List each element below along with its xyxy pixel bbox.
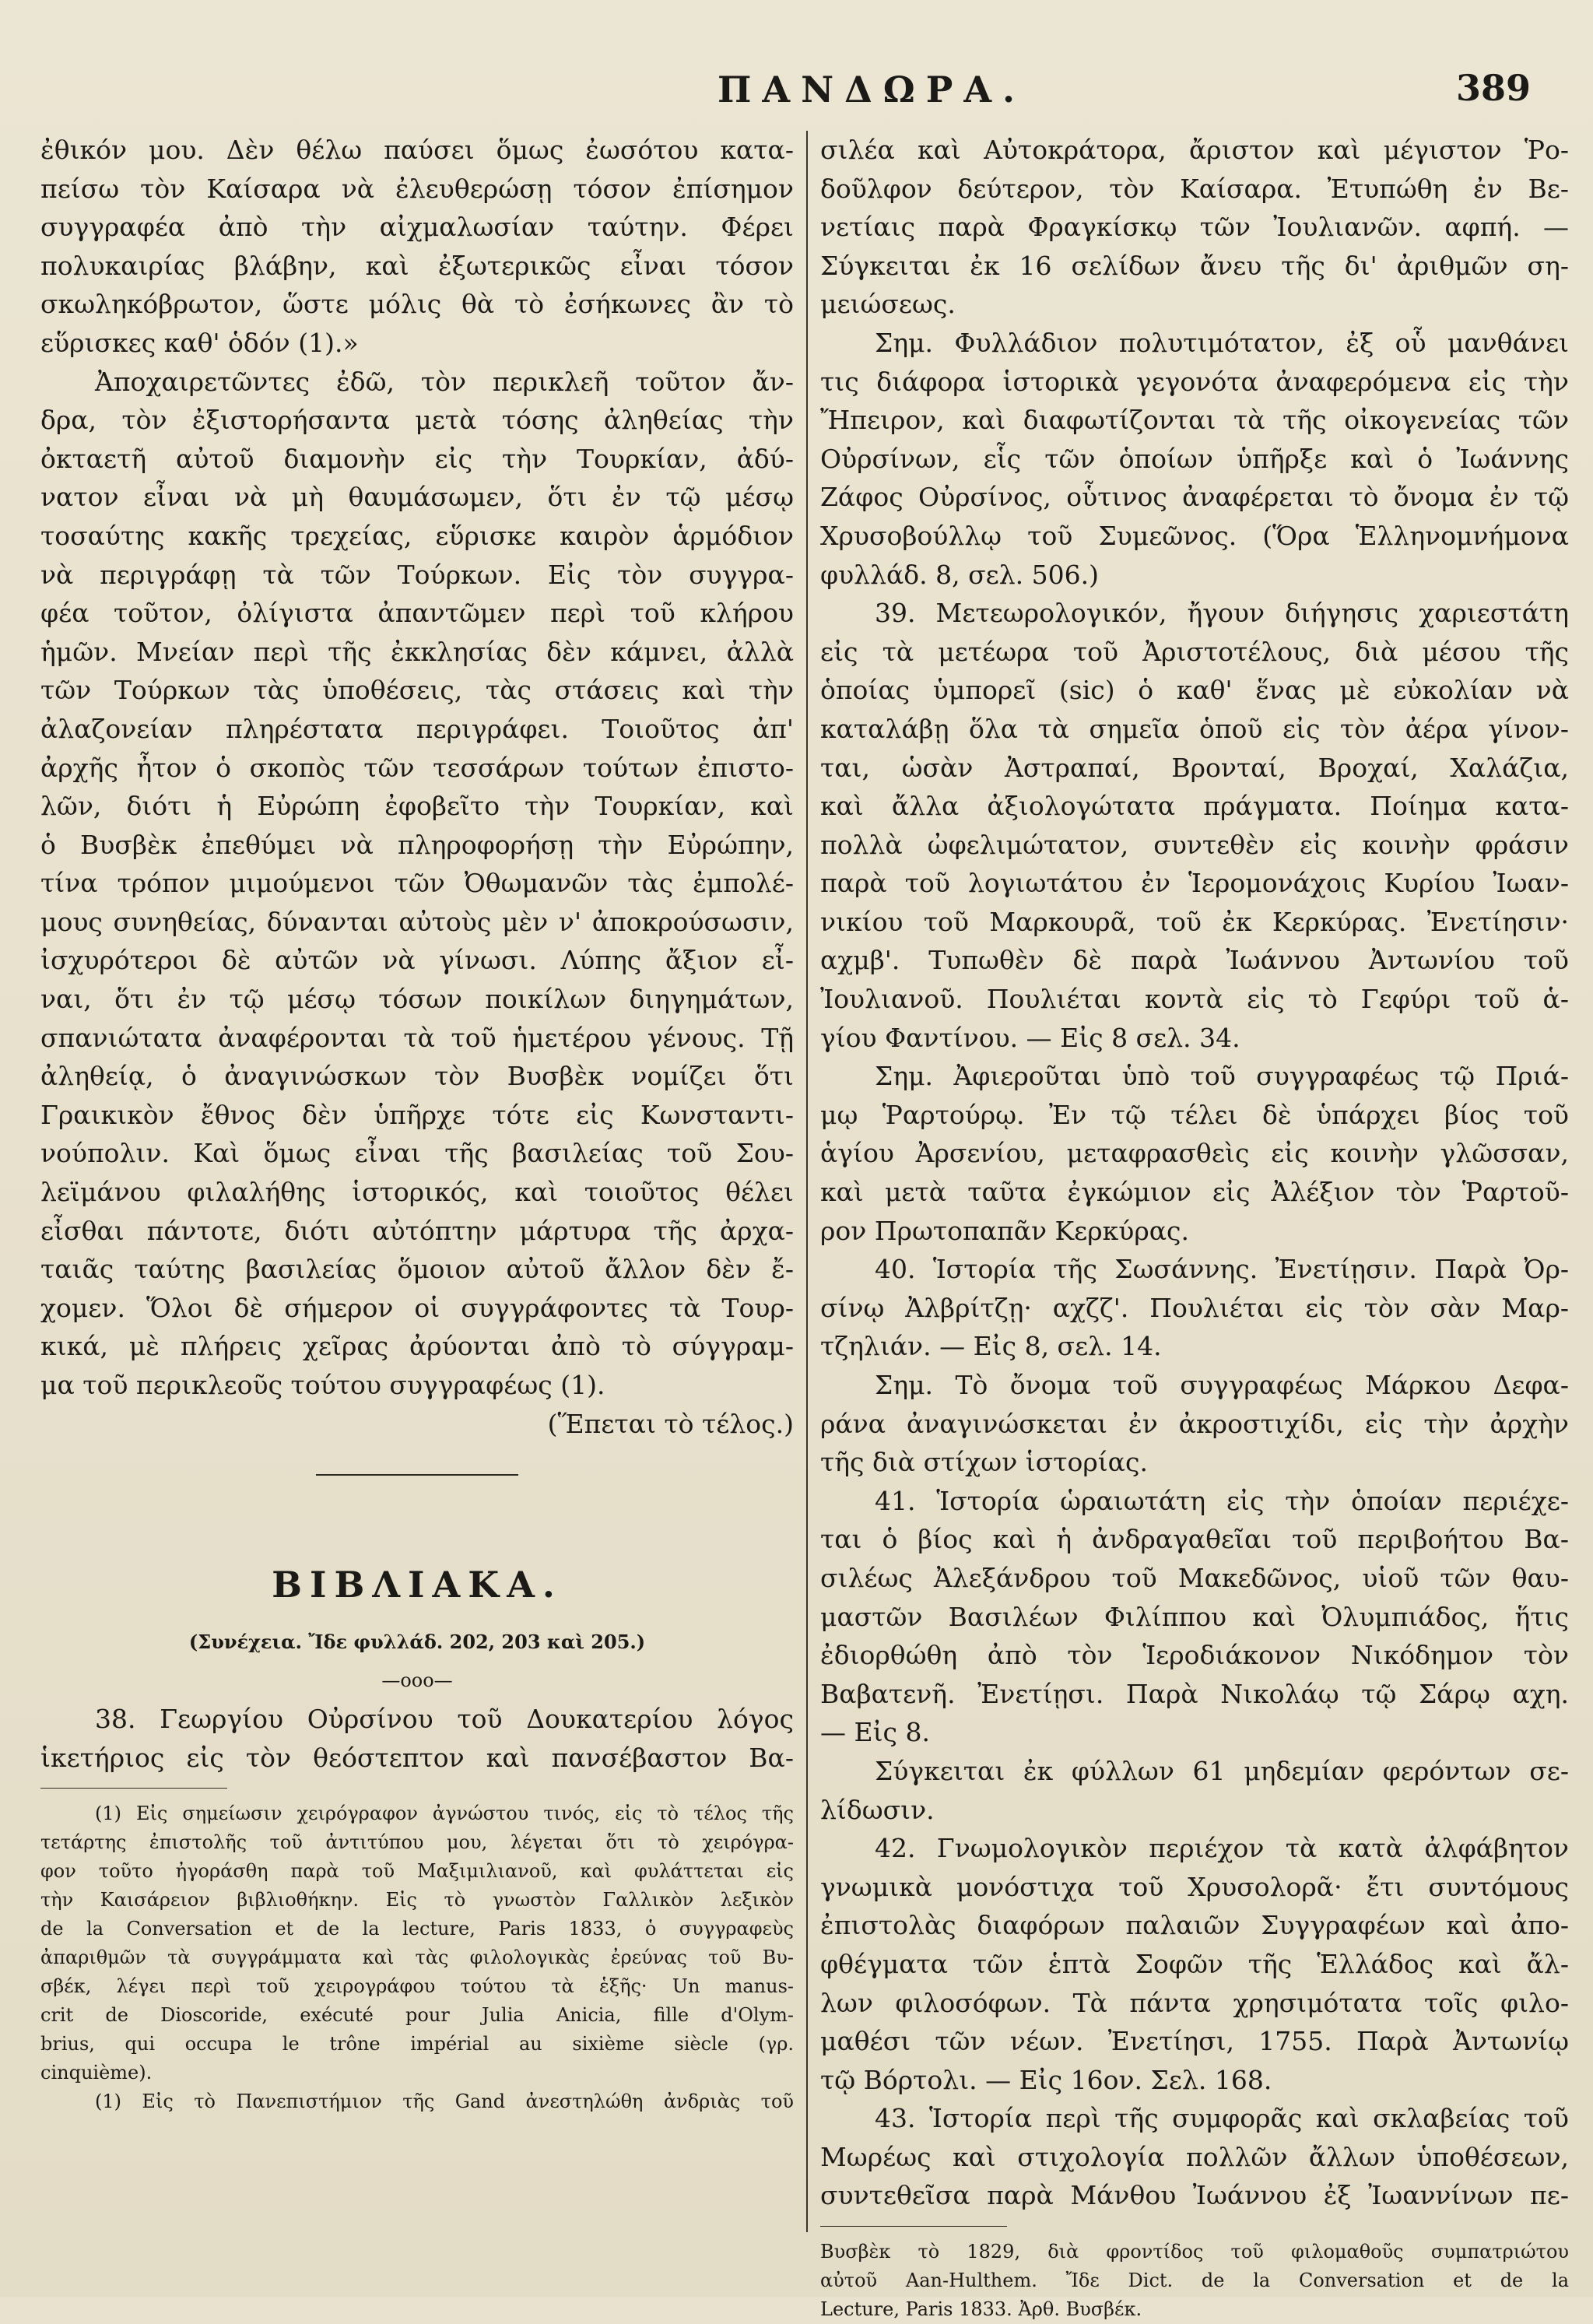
text-line: εὕρισκες καθ' ὁδόν (1).» bbox=[40, 327, 359, 358]
text-line: δρα, τὸν ἐξιστορήσαντα μετὰ τόσης ἀληθείας τὴν bbox=[40, 405, 794, 436]
text-line: σιλέα καὶ Αὐτοκράτορα, ἄριστον καὶ μέγιστον Ῥο- bbox=[820, 135, 1569, 165]
text-line: μειώσεως. bbox=[820, 289, 956, 320]
page-number: 389 bbox=[1455, 67, 1531, 109]
text-line: 43. Ἱστορία περὶ τῆς συμφορᾶς καὶ σκλαβείας τοῦ bbox=[875, 2103, 1569, 2134]
footnote-line: crit de Dioscoride, exécuté pour Julia Anicia, fille d'Olym- bbox=[40, 2004, 794, 2027]
text-line: μαστῶν Βασιλέων Φιλίππου καὶ Ὀλυμπιάδος, ἥτις bbox=[820, 1601, 1569, 1632]
footnote-line: ἀπαριθμῶν τὰ συγγράμματα καὶ τὰς φιλολογικὰς ἐρεύνας τοῦ Βυ- bbox=[40, 1947, 794, 1969]
text-line: ἡμῶν. Μνείαν περὶ τῆς ἐκκλησίας δὲν κάμνει, ἀλλὰ bbox=[40, 636, 794, 667]
footnote-rule bbox=[40, 1788, 227, 1789]
text-line: Βαβατενῆ. Ἐνετίῃσι. Παρὰ Νικολάῳ τῷ Σάρῳ αχη. bbox=[820, 1678, 1569, 1709]
text-line: ναι, ὅτι ἐν τῷ μέσῳ τόσων ποικίλων διηγημάτων, bbox=[40, 984, 794, 1015]
text-line: 38. Γεωργίου Οὐρσίνου τοῦ Δουκατερίου λόγος bbox=[95, 1704, 794, 1735]
text-line: ἐπιστολὰς διαφόρων παλαιῶν Συγγραφέων καὶ ἀπο- bbox=[820, 1910, 1569, 1941]
text-line: 41. Ἱστορία ὡραιωτάτη εἰς τὴν ὁποίαν περιέχε- bbox=[875, 1485, 1569, 1516]
text-line: Σημ. Ἀφιεροῦται ὑπὸ τοῦ συγγραφέως τῷ Πριά- bbox=[875, 1061, 1569, 1092]
text-line: ἐθικόν μου. Δὲν θέλω παύσει ὅμως ἐωσότου κατα- bbox=[40, 135, 794, 165]
footnote-line: (1) Εἰς σημείωσιν χειρόγραφον ἀγνώστου τινός, εἰς τὸ τέλος τῆς bbox=[95, 1803, 794, 1825]
text-line: τις διάφορα ἱστορικὰ γεγονότα ἀναφερόμενα εἰς τὴν bbox=[820, 366, 1569, 397]
text-line: ἐδιορθώθη ἀπὸ τὸν Ἱεροδιάκονον Νικόδημον τὸν bbox=[820, 1640, 1569, 1671]
text-line: Ζάφος Οὐρσίνος, οὗτινος ἀναφέρεται τὸ ὄνομα ἐν τῷ bbox=[820, 482, 1569, 513]
text-line: σκωληκόβρωτον, ὥστε μόλις θὰ τὸ ἐσήκωνες ἂν τὸ bbox=[40, 289, 794, 320]
footnote-line: τετάρτης ἐπιστολῆς τοῦ ἀντιτύπου μου, λέγεται ὅτι τὸ χειρόγρα- bbox=[40, 1831, 794, 1854]
text-line: ἀρχῆς ἦτον ὁ σκοπὸς τῶν τεσσάρων τούτων ἐπιστο- bbox=[40, 752, 794, 783]
right-body-text bbox=[820, 131, 1569, 2215]
text-line: φυλλάδ. 8, σελ. 506.) bbox=[820, 559, 1099, 590]
text-line: φέα τοῦτον, ὀλίγιστα ἀπαντῶμεν περὶ τοῦ κλήρου bbox=[40, 598, 794, 629]
text-line: 42. Γνωμολογικὸν περιέχον τὰ κατὰ ἀλφάβητον bbox=[875, 1833, 1569, 1864]
text-line: λεϊμάνου φιλαλήθης ἱστορικός, καὶ τοιοῦτος θέλει bbox=[40, 1177, 794, 1208]
to-be-continued: (Ἕπεται τὸ τέλος.) bbox=[547, 1408, 794, 1439]
text-line: ὁ Βυσβὲκ ἐπεθύμει νὰ πληροφορήσῃ τὴν Εὐρώπην, bbox=[40, 829, 794, 860]
text-line: φθέγματα τῶν ἑπτὰ Σοφῶν τῆς Ἑλλάδος καὶ ἄλ- bbox=[820, 1948, 1569, 1979]
text-line: κικά, μὲ πλήρεις χεῖρας ἀρύονται ἀπὸ τὸ σύγγραμ- bbox=[40, 1331, 794, 1362]
text-line: 39. Μετεωρολογικόν, ἤγουν διήγησις χαριεστάτη bbox=[875, 598, 1569, 629]
text-line: Σημ. Φυλλάδιον πολυτιμότατον, ἐξ οὗ μανθάνει bbox=[875, 327, 1569, 358]
text-line: πείσω τὸν Καίσαρα νὰ ἐλευθερώσῃ τόσον ἐπίσημον bbox=[40, 173, 794, 204]
text-line: Γραικικὸν ἔθνος δὲν ὑπῆρχε τότε εἰς Κωνσταντι- bbox=[40, 1099, 794, 1130]
text-line: Μωρέως καὶ στιχολογία πολλῶν ἄλλων ὑποθέσεων, bbox=[820, 2141, 1569, 2172]
text-line: 40. Ἱστορία τῆς Σωσάννης. Ἐνετίῃσιν. Παρὰ Ὀρ- bbox=[875, 1254, 1569, 1285]
left-footnotes bbox=[40, 1799, 794, 2116]
text-line: νατον εἶναι νὰ μὴ θαυμάσωμεν, ὅτι ἐν τῷ μέσῳ bbox=[40, 482, 794, 513]
text-line: τοσαύτης κακῆς τρεχείας, εὕρισκε καιρὸν ἁρμόδιον bbox=[40, 520, 794, 551]
text-line: γίου Φαντίνου. — Εἰς 8 σελ. 34. bbox=[820, 1022, 1240, 1053]
footnote-line: (1) Εἰς τὸ Πανεπιστήμιον τῆς Gand ἀνεστηλώθη ἀνδριὰς τοῦ bbox=[95, 2091, 794, 2113]
text-line: λων φιλοσόφων. Τὰ πάντα χρησιμότατα τοῖς φιλο- bbox=[820, 1987, 1569, 2018]
text-line: ρον Πρωτοπαπᾶν Κερκύρας. bbox=[820, 1215, 1190, 1246]
text-line: νούπολιν. Καὶ ὅμως εἶναι τῆς βασιλείας τοῦ Σου- bbox=[40, 1138, 794, 1169]
text-line: πολυκαιρίας βλάβην, καὶ ἐξωτερικῶς εἶναι τόσον bbox=[40, 250, 794, 281]
text-line: πολλὰ ὠφελιμώτατον, συντεθὲν εἰς κοινὴν φράσιν bbox=[820, 829, 1569, 860]
text-line: ἰσχυρότεροι δὲ αὐτῶν νὰ γίνωσι. Λύπης ἄξιον εἶ- bbox=[40, 945, 794, 976]
footnote-line: σβέκ, λέγει περὶ τοῦ χειρογράφου τούτου τὰ ἑξῆς· Un manus- bbox=[40, 1975, 794, 1998]
text-line: μους συνηθείας, δύνανται αὐτοὺς μὲν ν' ἀποκρούσωσιν, bbox=[40, 906, 794, 937]
text-line: ται, ὡσὰν Ἀστραπαί, Βρονταί, Βροχαί, Χαλάζια, bbox=[820, 752, 1569, 783]
section-subhead: (Συνέχεια. Ἴδε φυλλάδ. 202, 203 καὶ 205.) bbox=[188, 1631, 646, 1654]
text-line: — Εἰς 8. bbox=[820, 1717, 930, 1748]
text-line: συντεθεῖσα παρὰ Μάνθου Ἰωάννου ἐξ Ἰωαννίνων πε- bbox=[820, 2180, 1569, 2211]
text-line: τῆς διὰ στίχων ἱστορίας. bbox=[820, 1447, 1148, 1478]
text-line: ταιᾶς ταύτης βασιλείας ὅμοιον αὐτοῦ ἄλλον δὲν ἔ- bbox=[40, 1254, 794, 1285]
right-column bbox=[820, 131, 1569, 2324]
left-column bbox=[40, 131, 794, 2116]
text-line: εἰς τὰ μετέωρα τοῦ Ἀριστοτέλους, διὰ μέσου τῆς bbox=[820, 636, 1569, 667]
column-divider bbox=[806, 131, 808, 2232]
text-line: Χρυσοβούλλῳ τοῦ Συμεῶνος. (Ὅρα Ἑλληνομνήμονα bbox=[820, 520, 1569, 551]
text-line: αχμβ'. Τυπωθὲν δὲ παρὰ Ἰωάννου Ἀντωνίου τοῦ bbox=[820, 945, 1569, 976]
running-title: ΠΑΝΔΩΡΑ. bbox=[717, 68, 1026, 111]
text-line: σπανιώτατα ἀναφέρονται τὰ τοῦ ἡμετέρου γένους. Τῇ bbox=[40, 1022, 794, 1053]
footnote-line: brius, qui occupa le trône impérial au sixième siècle (γρ. bbox=[40, 2033, 794, 2055]
text-line: καὶ μετὰ ταῦτα ἐγκώμιον εἰς Ἀλέξιον τὸν Ῥαρτοῦ- bbox=[820, 1177, 1569, 1208]
text-line: καὶ ἄλλα ἀξιολογώτατα πράγματα. Ποίημα κατα- bbox=[820, 791, 1569, 822]
text-line: ἀλαζονείαν πληρέστατα περιγράφει. Τοιοῦτος ἀπ' bbox=[40, 713, 794, 744]
text-line: τῷ Βόρτολι. — Εἰς 16ον. Σελ. 168. bbox=[820, 2064, 1272, 2095]
text-line: παρὰ τοῦ λογιωτάτου ἐν Ἱερομονάχοις Κυρίου Ἰωαν- bbox=[820, 868, 1569, 899]
text-line: σιλέως Ἀλεξάνδρου τοῦ Μακεδῶνος, υἱοῦ τῶν θαυ- bbox=[820, 1562, 1569, 1593]
footnote-line: Βυσβὲκ τὸ 1829, διὰ φροντίδος τοῦ φιλομαθοῦς συμπατριώτου bbox=[820, 2241, 1569, 2263]
text-line: εἶσθαι πάντοτε, διότι αὐτόπτην μάρτυρα τῆς ἀρχα- bbox=[40, 1215, 794, 1246]
text-line: ἁγίου Ἀρσενίου, μεταφρασθεὶς εἰς κοινὴν γλῶσσαν, bbox=[820, 1138, 1569, 1169]
footnote-line: Lecture, Paris 1833. Ἀρθ. Βυσβέκ. bbox=[820, 2298, 1142, 2321]
footnote-line: φον τοῦτο ἠγοράσθη παρὰ τοῦ Μαξιμιλιανοῦ, καὶ φυλάττεται εἰς bbox=[40, 1860, 794, 1883]
text-line: νετίαις παρὰ Φραγκίσκῳ τῶν Ἰουλιανῶν. αφπή. — bbox=[820, 212, 1569, 243]
text-line: Οὐρσίνων, εἷς τῶν ὁποίων ὑπῆρξε καὶ ὁ Ἰωάννης bbox=[820, 443, 1569, 474]
text-line: μα τοῦ περικλεοῦς τούτου συγγραφέως (1). bbox=[40, 1370, 605, 1400]
text-line: τῶν Τούρκων τὰς ὑποθέσεις, τὰς στάσεις καὶ τὴν bbox=[40, 675, 794, 706]
text-line: νικίου τοῦ Μαρκουρᾶ, τοῦ ἐκ Κερκύρας. Ἐνετίησιν· bbox=[820, 906, 1569, 937]
text-line: γνωμικὰ μονόστιχα τοῦ Χρυσολορᾶ· ἔτι συντόμους bbox=[820, 1871, 1569, 1902]
text-line: Ἰουλιανοῦ. Πουλιέται κοντὰ εἰς τὸ Γεφύρι τοῦ ἁ- bbox=[820, 984, 1569, 1015]
text-line: Σύγκειται ἐκ 16 σελίδων ἄνευ τῆς δι' ἀριθμῶν ση- bbox=[820, 250, 1569, 281]
text-line: ἀληθείᾳ, ὁ ἀναγινώσκων τὸν Βυσβὲκ νομίζει ὅτι bbox=[40, 1061, 794, 1092]
footnote-line: αὐτοῦ Aan-Hulthem. Ἴδε Dict. de la Conversation et de la bbox=[820, 2270, 1569, 2292]
text-line: ράνα ἀναγινώσκεται ἐν ἀκροστιχίδι, εἰς τὴν ἀρχὴν bbox=[820, 1408, 1569, 1439]
footnote-line: de la Conversation et de la lecture, Paris 1833, ὁ συγγραφεὺς bbox=[40, 1918, 794, 1940]
text-line: τίνα τρόπον μιμούμενοι τῶν Ὀθωμανῶν τὰς ἐμπολέ- bbox=[40, 868, 794, 899]
footnote-line: cinquième). bbox=[40, 2062, 153, 2084]
text-line: σίνῳ Ἀλβρίτζῃ· αχζζ'. Πουλιέται εἰς τὸν σὰν Μαρ- bbox=[820, 1292, 1569, 1323]
text-line: ὁποίας ὑμπορεῖ (sic) ὁ καθ' ἕνας μὲ εὐκολίαν νὰ bbox=[820, 675, 1569, 706]
text-line: ὀκταετῆ αὐτοῦ διαμονὴν εἰς τὴν Τουρκίαν, ἀδύ- bbox=[40, 443, 794, 474]
text-line: μαθέσι τῶν νέων. Ἐνετίησι, 1755. Παρὰ Ἀντωνίῳ bbox=[820, 2026, 1569, 2057]
text-line: Ἀποχαιρετῶντες ἐδῶ, τὸν περικλεῆ τοῦτον ἄν- bbox=[95, 366, 794, 397]
text-line: ται ὁ βίος καὶ ἡ ἀνδραγαθεῖαι τοῦ περιβοήτου Βα- bbox=[820, 1524, 1569, 1555]
text-line: χομεν. Ὅλοι δὲ σήμερον οἱ συγγράφοντες τὰ Τουρ- bbox=[40, 1292, 794, 1323]
text-line: ἱκετήριος εἰς τὸν θεόστεπτον καὶ πανσέβαστον Βα- bbox=[40, 1742, 794, 1773]
text-line: δοῦλφον δεύτερον, τὸν Καίσαρα. Ἐτυπώθη ἐν Βε- bbox=[820, 173, 1569, 204]
text-line: τζηλιάν. — Εἰς 8, σελ. 14. bbox=[820, 1331, 1162, 1362]
section-title: ΒΙΒΛΙΑΚΑ. bbox=[272, 1564, 563, 1606]
text-line: λῶν, διότι ἡ Εὐρώπη ἐφοβεῖτο τὴν Τουρκίαν, καὶ bbox=[40, 791, 794, 822]
left-body-text bbox=[40, 131, 794, 1443]
footnote-line: τὴν Καισάρειον βιβλιοθήκην. Εἰς τὸ γνωστὸν Γαλλικὸν λεξικὸν bbox=[40, 1889, 794, 1912]
right-footnotes bbox=[820, 2238, 1569, 2324]
text-line: καταλάβῃ ὅλα τὰ σημεῖα ὁποῦ εἰς τὸν ἀέρα γίνον- bbox=[820, 713, 1569, 744]
text-line: μῳ Ῥαρτούρῳ. Ἐν τῷ τέλει δὲ ὑπάρχει βίος τοῦ bbox=[820, 1099, 1569, 1130]
text-line: Ἤπειρον, καὶ διαφωτίζονται τὰ τῆς οἰκογενείας τῶν bbox=[820, 405, 1569, 436]
footnote-rule bbox=[820, 2226, 1007, 2227]
section-divider: —ooo— bbox=[381, 1669, 453, 1692]
text-line: συγγραφέα ἀπὸ τὴν αἰχμαλωσίαν ταύτην. Φέρει bbox=[40, 212, 794, 243]
text-line: λίδωσιν. bbox=[820, 1794, 935, 1825]
text-line: Σύγκειται ἐκ φύλλων 61 μηδεμίαν φερόντων σε- bbox=[875, 1755, 1569, 1786]
article-end-rule bbox=[316, 1474, 518, 1476]
text-line: Σημ. Τὸ ὄνομα τοῦ συγγραφέως Μάρκου Δεφα- bbox=[875, 1370, 1569, 1400]
text-line: νὰ περιγράφῃ τὰ τῶν Τούρκων. Εἰς τὸν συγγρα- bbox=[40, 559, 794, 590]
